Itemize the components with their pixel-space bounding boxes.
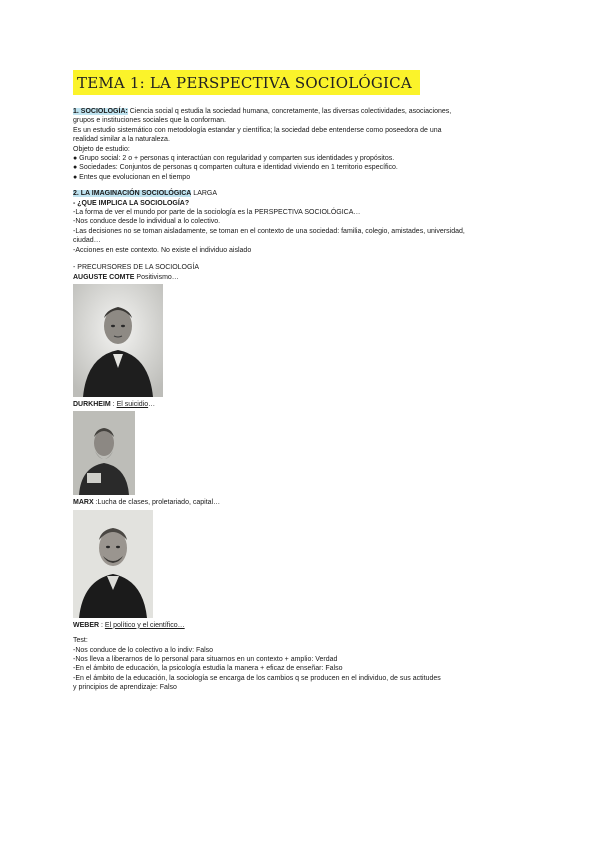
- precursor-separator: :: [93, 499, 98, 507]
- section-1-line: grupos e instituciones sociales que la conforman.: [73, 117, 226, 125]
- precursor-durkheim: [73, 400, 533, 409]
- section-1-line: realidad similar a la naturaleza.: [73, 136, 170, 144]
- section-2-line: ciudad…: [73, 237, 101, 245]
- precursor-note: Lucha de clases, proletariado, capital…: [97, 499, 221, 507]
- test-item: y principios de aprendizaje: Falso: [73, 684, 177, 692]
- section-2-line: -Las decisiones no se toman aisladamente, se toman en el contexto de una sociedad: familia, colegio, amistades, universidad,: [73, 227, 465, 235]
- section-1-line: Es un estudio sistemático con metodología estandar y científica; la sociedad debe entenderse como poseedora de una: [73, 126, 442, 134]
- test-item: -Nos lleva a liberarnos de lo personal para situarnos en un contexto + amplio: Verdad: [73, 655, 338, 663]
- durkheim-portrait: [73, 411, 135, 495]
- precursor-name: AUGUSTE COMTE: [73, 273, 135, 281]
- precursor-comte: [73, 273, 533, 282]
- precursor-note: El suicidio: [116, 400, 149, 408]
- marx-portrait: [73, 510, 153, 618]
- test-item: -En el ámbito de educación, la psicología estudia la manera + eficaz de enseñar: Falso: [73, 665, 343, 673]
- precursor-separator: :: [110, 400, 117, 408]
- section-2-heading: 2. LA IMAGINACIÓN SOCIOLÓGICA: [73, 190, 192, 198]
- section-1-line: Ciencia social q estudia la sociedad humana, concretamente, las diversas colectividades, asociaciones,: [127, 108, 452, 115]
- precursors-heading: - PRECURSORES DE LA SOCIOLOGÍA: [73, 264, 200, 272]
- precursor-weber: [73, 621, 533, 630]
- section-1-line: Objeto de estudio:: [73, 145, 130, 153]
- precursor-name: WEBER: [73, 621, 100, 629]
- section-1-bullet: ● Sociedades: Conjuntos de personas q comparten cultura e identidad viviendo en 1 territorio específico.: [73, 164, 398, 172]
- precursor-separator: :: [99, 621, 105, 629]
- comte-portrait: [73, 284, 163, 397]
- precursor-name: DURKHEIM: [73, 400, 111, 408]
- document-body: [73, 70, 533, 693]
- precursor-note: El político y el científico…: [104, 621, 185, 629]
- section-1-heading: 1. SOCIOLOGÍA:: [73, 108, 128, 115]
- precursor-note-suffix: …: [148, 400, 156, 408]
- section-1-bullet: ● Grupo social: 2 o + personas q interactúan con regularidad y comparten sus identidades y propósitos.: [73, 155, 395, 163]
- section-2-subheading: - ¿QUE IMPLICA LA SOCIOLOGÍA?: [73, 199, 190, 207]
- section-2-heading-suffix: LARGA: [191, 190, 218, 198]
- section-2-line: -Acciones en este contexto. No existe el individuo aislado: [73, 246, 252, 254]
- precursor-marx: [73, 498, 533, 507]
- section-2-line: -Nos conduce desde lo individual a lo colectivo.: [73, 218, 221, 226]
- section-2-heading-line: [73, 189, 533, 198]
- page-title: TEMA 1: LA PERSPECTIVA SOCIOLÓGICA: [73, 70, 420, 95]
- test-item: -Nos conduce de lo colectivo a lo indiv: Falso: [73, 646, 214, 654]
- section-1-bullet: ● Entes que evolucionan en el tiempo: [73, 173, 191, 181]
- precursor-name: MARX: [73, 499, 94, 507]
- section-2-line: -La forma de ver el mundo por parte de la sociología es la PERSPECTIVA SOCIOLÓGICA…: [73, 209, 361, 217]
- test-heading: Test:: [73, 637, 88, 645]
- precursor-note: Positivismo…: [136, 273, 179, 281]
- test-item: -En el ámbito de la educación, la sociología se encarga de los cambios q se producen en el individuo, de sus actitudes: [73, 674, 441, 682]
- section-1-intro: [73, 107, 533, 116]
